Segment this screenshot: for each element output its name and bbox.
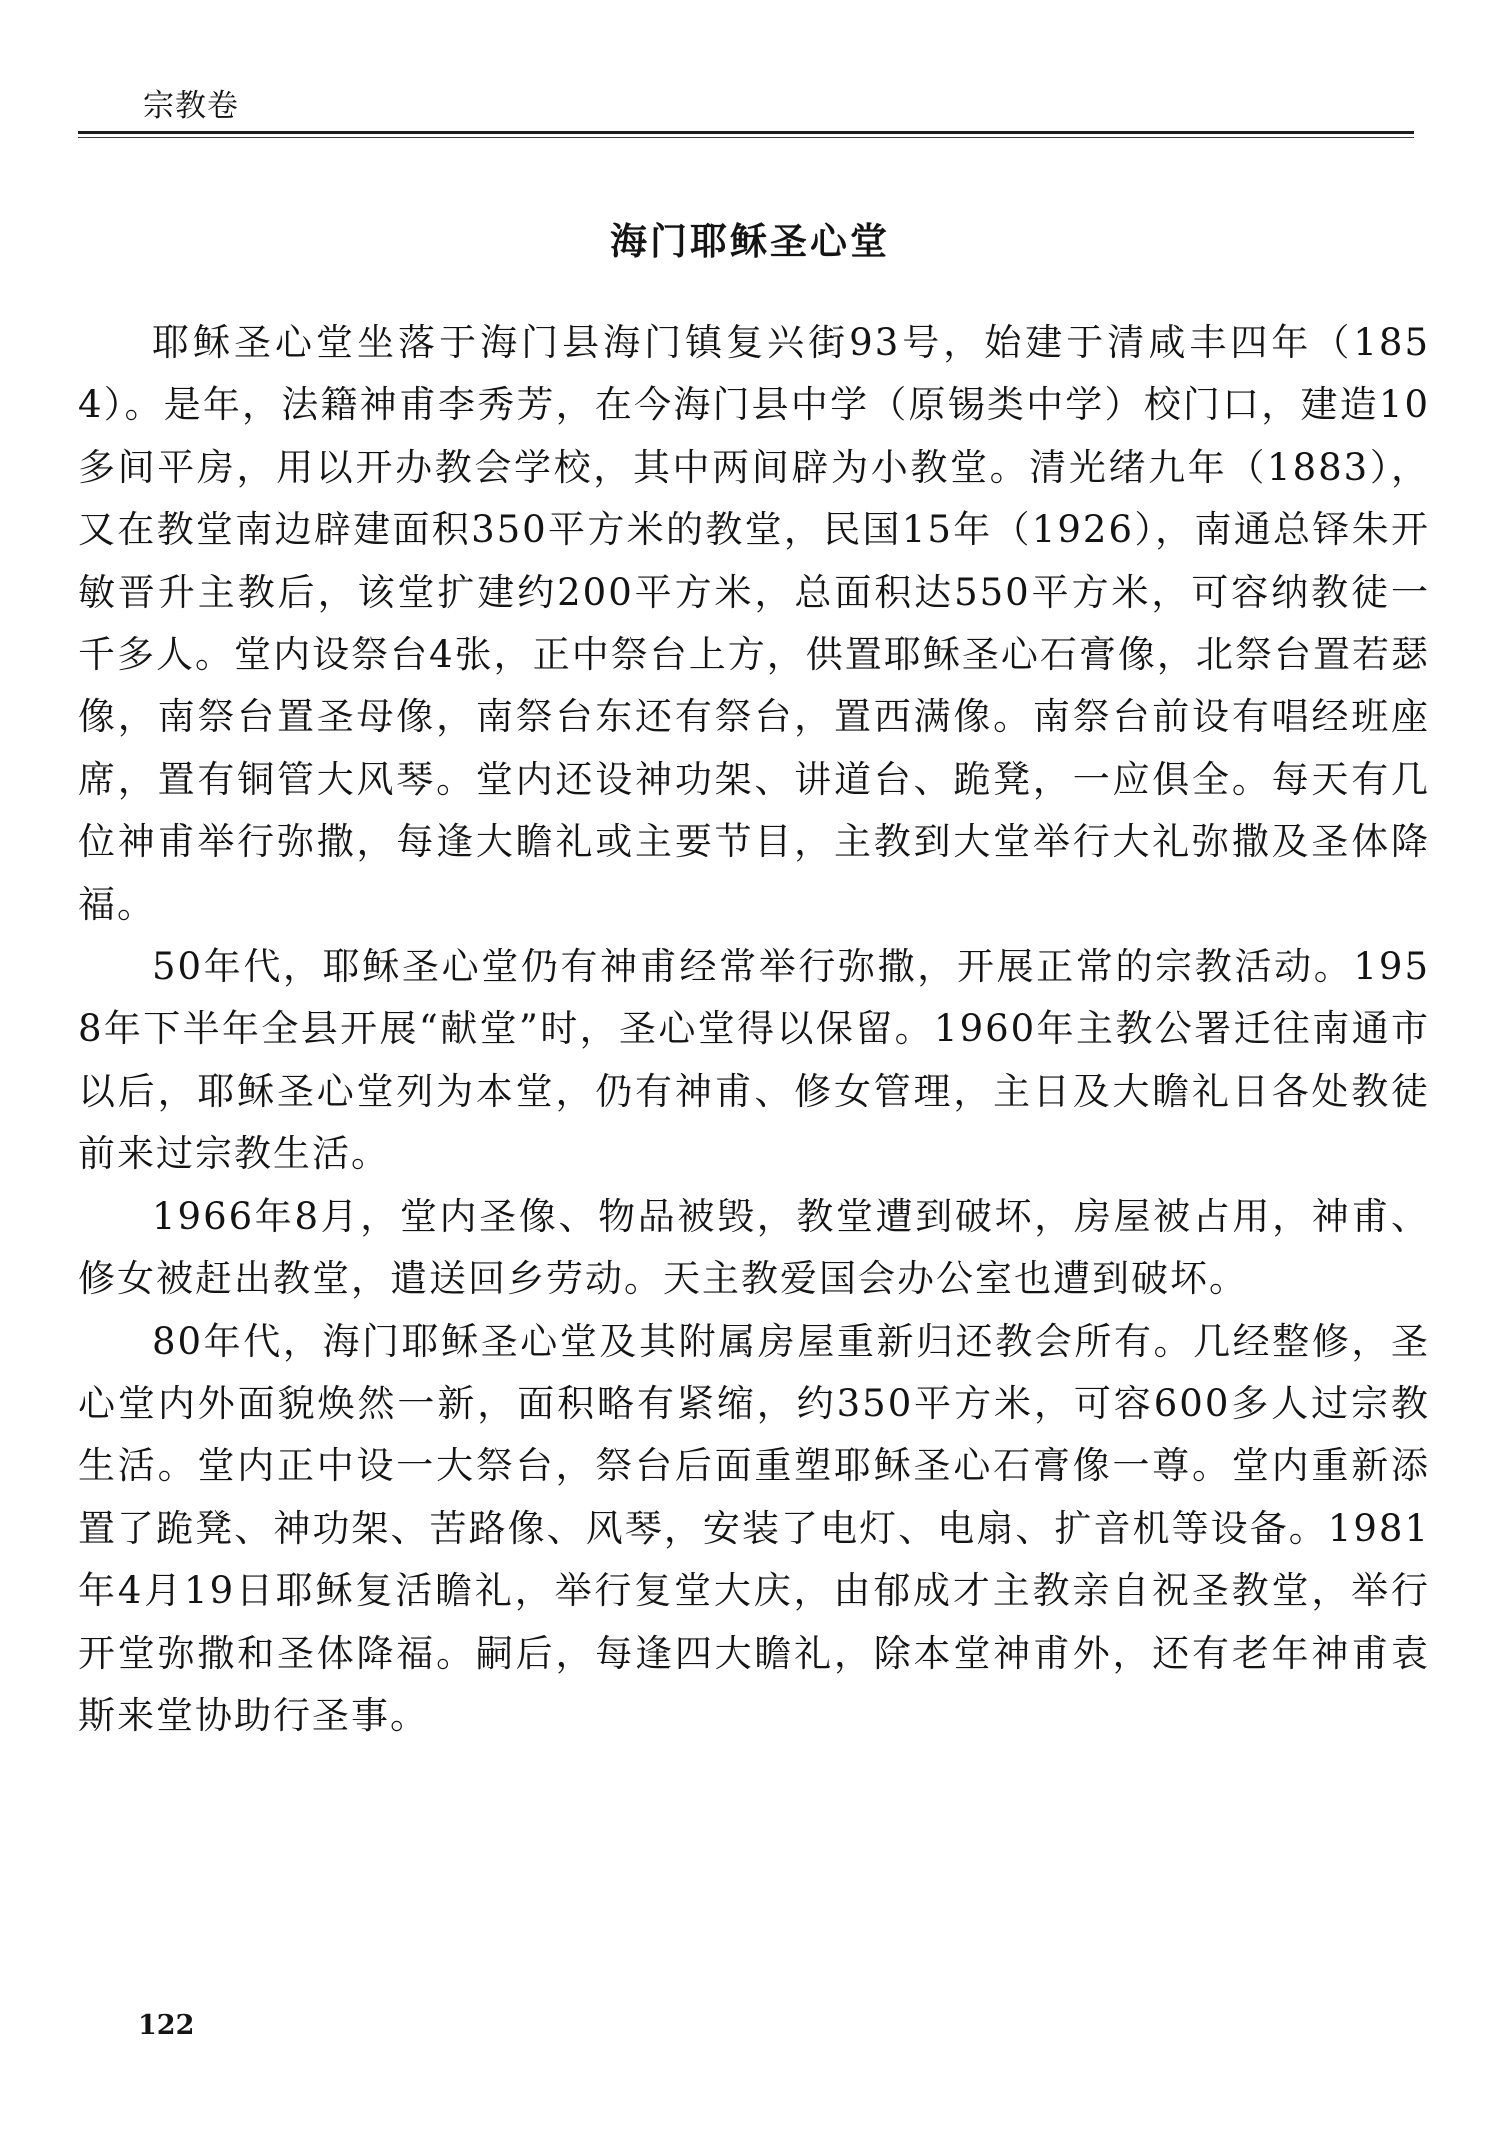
paragraph-2: 50年代，耶稣圣心堂仍有神甫经常举行弥撒，开展正常的宗教活动。1958年下半年全县开展“献堂”时，圣心堂得以保留。1960年主教公署迁往南通市以后，耶稣圣心堂列为本堂，仍有神甫、修女管理，主日及大瞻礼日各处教徒前来过宗教生活。 (78, 945, 1430, 1176)
header-rule-thick (78, 131, 1414, 134)
article-title: 海门耶稣圣心堂 (610, 219, 890, 263)
page-number: 122 (138, 2010, 195, 2041)
paragraph-1: 耶稣圣心堂坐落于海门县海门镇复兴街93号，始建于清咸丰四年（1854）。是年，法籍神甫李秀芳，在今海门县中学（原锡类中学）校门口，建造10多间平房，用以开办教会学校，其中两间辟为小教堂。清光绪九年（1883），又在教堂南边辟建面积350平方米的教堂，民国15年（1926），南通总铎朱开敏晋升主教后，该堂扩建约200平方米，总面积达550平方米，可容纳教徒一千多人。堂内设祭台4张，正中祭台上方，供置耶稣圣心石膏像，北祭台置若瑟像，南祭台置圣母像，南祭台东还有祭台，置西满像。南祭台前设有唱经班座席，置有铜管大风琴。堂内还设神功架、讲道台、跪凳，一应俱全。每天有几位神甫举行弥撒，每逢大瞻礼或主要节目，主教到大堂举行大礼弥撒及圣体降福。 (78, 321, 1430, 926)
article-body (78, 312, 1430, 1747)
header-rule-thin (78, 137, 1414, 138)
paragraph-3: 1966年8月，堂内圣像、物品被毁，教堂遭到破坏，房屋被占用，神甫、修女被赶出教堂，遣送回乡劳动。天主教爱国会办公室也遭到破坏。 (78, 1194, 1430, 1301)
running-header: 宗教卷 (143, 88, 239, 124)
paragraph-4: 80年代，海门耶稣圣心堂及其附属房屋重新归还教会所有。几经整修，圣心堂内外面貌焕然一新，面积略有紧缩，约350平方米，可容600多人过宗教生活。堂内正中设一大祭台，祭台后面重塑耶稣圣心石膏像一尊。堂内重新添置了跪凳、神功架、苦路像、风琴，安装了电灯、电扇、扩音机等设备。1981年4月19日耶稣复活瞻礼，举行复堂大庆，由郁成才主教亲自祝圣教堂，举行开堂弥撒和圣体降福。嗣后，每逢四大瞻礼，除本堂神甫外，还有老年神甫袁斯来堂协助行圣事。 (78, 1319, 1430, 1737)
